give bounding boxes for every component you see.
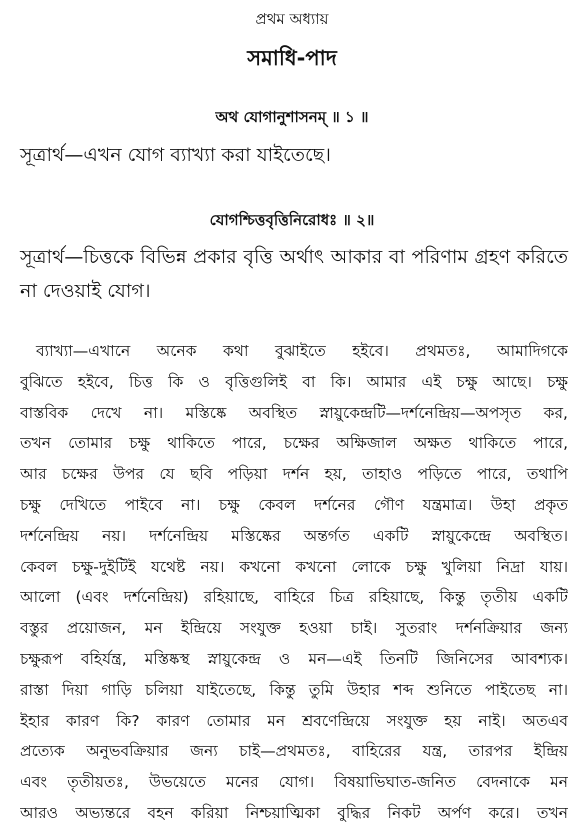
commentary-line: কেবল চক্ষু-দুইটিই যথেষ্ট নয়। কখনো কখনো লোকে চক্ষু খুলিয়া নিদ্রা যায়। (20, 557, 568, 576)
sutra-1-meaning: সূত্রার্থ—এখন যোগ ব্যাখ্যা করা যাইতেছে। (20, 144, 331, 166)
commentary-line: ইহার কারণ কি? কারণ তোমার মন শ্রবণেন্দ্রিয়ে সংযুক্ত হয় নাই। অতএব (20, 711, 568, 730)
commentary-paragraph (20, 336, 568, 829)
sutra-2: যোগশ্চিত্তবৃত্তিনিরোধঃ ॥ ২॥ (209, 211, 375, 229)
sutra-1: অথ যোগানুশাসনম্ ॥ ১ ॥ (215, 108, 369, 126)
commentary-line: বাস্তবিক দেখে না। মস্তিষ্কে অবস্থিত স্নায়ুকেন্দ্রটি—দর্শনেন্দ্রিয়—অপসৃত কর, (20, 403, 568, 422)
commentary-line: এবং তৃতীয়তঃ, উভয়েতে মনের যোগ। বিষয়াভিঘাত-জনিত বেদনাকে মন (20, 773, 568, 792)
commentary-line: বুঝিতে হইবে, চিত্ত কি ও বৃত্তিগুলিই বা কি। আমার এই চক্ষু আছে। চক্ষু (20, 372, 568, 391)
commentary-line: দর্শনেন্দ্রিয় নয়। দর্শনেন্দ্রিয় মস্তিষ্কের অন্তর্গত একটি স্নায়ুকেন্দ্রে অবস্থিত। (20, 526, 568, 545)
commentary-line: বস্তুর প্রয়োজন, মন ইন্দ্রিয়ে সংযুক্ত হওয়া চাই। সুতরাং দর্শনক্রিয়ার জন্য (20, 619, 568, 638)
chapter-heading: প্রথম অধ্যায় (255, 10, 329, 28)
commentary-line: চক্ষুরূপ বহির্যন্ত্র, মস্তিষ্কস্থ স্নায়ুকেন্দ্র ও মন—এই তিনটি জিনিসের আবশ্যক। (20, 649, 568, 668)
commentary-line: প্রত্যেক অনুভবক্রিয়ার জন্য চাই—প্রথমতঃ, বাহিরের যন্ত্র, তারপর ইন্দ্রিয় (20, 742, 568, 761)
commentary-line: চক্ষু দেখিতে পাইবে না। চক্ষু কেবল দর্শনের গৌণ যন্ত্রমাত্র। উহা প্রকৃত (20, 495, 568, 514)
commentary-line: ব্যাখ্যা—এখানে অনেক কথা বুঝাইতে হইবে। প্রথমতঃ, আমাদিগকে (36, 342, 568, 360)
commentary-line: রাস্তা দিয়া গাড়ি চলিয়া যাইতেছে, কিন্তু তুমি উহার শব্দ শুনিতে পাইতেছ না। (20, 680, 568, 699)
sutra-2-meaning: সূত্রার্থ—চিত্তকে বিভিন্ন প্রকার বৃত্তি অর্থাৎ আকার বা পরিণাম গ্রহণ করিতে না দেওয়াই যোগ। (20, 246, 568, 302)
commentary-line: আরও অভ্যন্তরে বহন করিয়া নিশ্চয়াত্মিকা বুদ্ধির নিকট অর্পণ করে। তখন (20, 803, 568, 822)
commentary-line: আলো (এবং দর্শনেন্দ্রিয়) রহিয়াছে, বাহিরে চিত্র রহিয়াছে, কিন্তু তৃতীয় একটি (20, 588, 568, 607)
commentary-line: আর চক্ষের উপর যে ছবি পড়িয়া দর্শন হয়, তাহাও পড়িতে পারে, তথাপি (20, 465, 568, 484)
commentary-line: তখন তোমার চক্ষু থাকিতে পারে, চক্ষের অক্ষিজাল অক্ষত থাকিতে পারে, (20, 434, 568, 453)
section-title: সমাধি-পাদ (247, 46, 337, 70)
